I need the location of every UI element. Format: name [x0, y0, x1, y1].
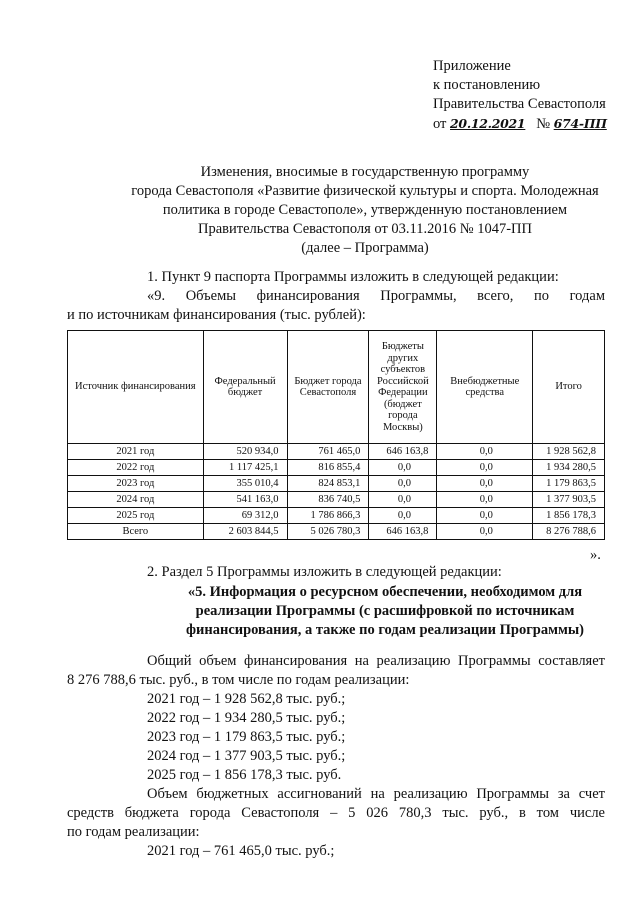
year-line: 2021 год – 761 465,0 тыс. руб.;: [147, 843, 335, 859]
appendix-line: Правительства Севастополя: [433, 96, 606, 112]
table-cell: 8 276 788,6: [533, 524, 605, 540]
table-cell: 761 465,0: [287, 444, 369, 460]
table-cell: 1 928 562,8: [533, 444, 605, 460]
handwritten-date: 20.12.2021: [450, 116, 526, 131]
table-cell: 646 163,8: [369, 444, 437, 460]
section-heading: [150, 583, 620, 640]
table-header-cell: Бюджет города Севастополя: [287, 331, 369, 444]
table-cell: 0,0: [369, 476, 437, 492]
body-line: по годам реализации:: [67, 824, 200, 840]
body-line: Объем бюджетных ассигнований на реализацию Программы за счет: [147, 786, 605, 802]
table-cell: 824 853,1: [287, 476, 369, 492]
table-cell: 2025 год: [68, 508, 204, 524]
appendix-line: к постановлению: [433, 77, 541, 93]
table-cell: 1 786 866,3: [287, 508, 369, 524]
body-line: средств бюджета города Севастополя – 5 026 780,3 тыс. руб., в том числе: [67, 805, 605, 821]
table-row: [68, 476, 605, 492]
table-cell: 2021 год: [68, 444, 204, 460]
table-cell: 2024 год: [68, 492, 204, 508]
title-line: города Севастополя «Развитие физической культуры и спорта. Молодежная: [131, 183, 599, 199]
appendix-line: Приложение: [433, 58, 511, 74]
table-header-row: [68, 331, 605, 444]
table-cell: 816 855,4: [287, 460, 369, 476]
body-line: Общий объем финансирования на реализацию Программы составляет: [147, 653, 605, 669]
table-cell: 0,0: [437, 476, 533, 492]
table-header-cell: Источник финансирования: [68, 331, 204, 444]
date-prefix: от: [433, 116, 447, 132]
item1-quote-line: «9. Объемы финансирования Программы, всего, по годам: [147, 288, 605, 304]
table-header-cell: Внебюджетные средства: [437, 331, 533, 444]
number-prefix: №: [536, 116, 551, 132]
table-row: [68, 444, 605, 460]
financing-table: [67, 330, 605, 540]
table-cell: 541 163,0: [203, 492, 287, 508]
table-cell: 0,0: [437, 508, 533, 524]
title-line: (далее – Программа): [301, 240, 429, 256]
table-cell: 5 026 780,3: [287, 524, 369, 540]
appendix-date-line: [433, 114, 607, 134]
table-header-cell: Бюджеты других субъектов Российской Федерации (бюджет города Москвы): [369, 331, 437, 444]
table-cell: 0,0: [437, 492, 533, 508]
year-line: 2021 год – 1 928 562,8 тыс. руб.;: [147, 691, 346, 707]
table-row: [68, 508, 605, 524]
year-line: 2022 год – 1 934 280,5 тыс. руб.;: [147, 710, 346, 726]
body-line: 8 276 788,6 тыс. руб., в том числе по годам реализации:: [67, 672, 410, 688]
table-header-cell: Итого: [533, 331, 605, 444]
table-cell: 1 179 863,5: [533, 476, 605, 492]
year-line: 2023 год – 1 179 863,5 тыс. руб.;: [147, 729, 346, 745]
table-cell: 2023 год: [68, 476, 204, 492]
title-line: Правительства Севастополя от 03.11.2016 № 1047-ПП: [197, 221, 533, 237]
item2-text: 2. Раздел 5 Программы изложить в следующей редакции:: [147, 564, 502, 580]
table-header-cell: Федеральный бюджет: [203, 331, 287, 444]
table-cell: 520 934,0: [203, 444, 287, 460]
item1-quote-line: и по источникам финансирования (тыс. рублей):: [67, 307, 366, 323]
table-cell: 0,0: [437, 444, 533, 460]
table-cell: 0,0: [369, 508, 437, 524]
table-cell: 1 856 178,3: [533, 508, 605, 524]
table-cell: 69 312,0: [203, 508, 287, 524]
closing-quote: ».: [590, 547, 601, 563]
item1-text: 1. Пункт 9 паспорта Программы изложить в следующей редакции:: [147, 269, 559, 285]
section-heading-line: финансирования, а также по годам реализации Программы): [185, 622, 585, 638]
table-cell: 836 740,5: [287, 492, 369, 508]
appendix-block: [433, 57, 607, 134]
table-cell: 0,0: [437, 524, 533, 540]
title-line: политика в городе Севастополе», утвержденную постановлением: [162, 202, 568, 218]
table-cell: 0,0: [369, 492, 437, 508]
table-cell: 0,0: [437, 460, 533, 476]
table-cell: 646 163,8: [369, 524, 437, 540]
table-cell: 1 377 903,5: [533, 492, 605, 508]
table-row: [68, 460, 605, 476]
table-cell: Всего: [68, 524, 204, 540]
document-title: [90, 163, 640, 258]
section-heading-line: «5. Информация о ресурсном обеспечении, необходимом для: [187, 584, 583, 600]
table-row-total: [68, 524, 605, 540]
table-cell: 2 603 844,5: [203, 524, 287, 540]
title-line: Изменения, вносимые в государственную программу: [200, 164, 530, 180]
table-cell: 1 117 425,1: [203, 460, 287, 476]
table-cell: 1 934 280,5: [533, 460, 605, 476]
table-cell: 2022 год: [68, 460, 204, 476]
handwritten-number: 674-ПП: [553, 116, 607, 131]
year-line: 2024 год – 1 377 903,5 тыс. руб.;: [147, 748, 346, 764]
year-line: 2025 год – 1 856 178,3 тыс. руб.: [147, 767, 342, 783]
table-cell: 0,0: [369, 460, 437, 476]
table-cell: 355 010,4: [203, 476, 287, 492]
table-row: [68, 492, 605, 508]
section-heading-line: реализации Программы (с расшифровкой по источникам: [195, 603, 575, 619]
